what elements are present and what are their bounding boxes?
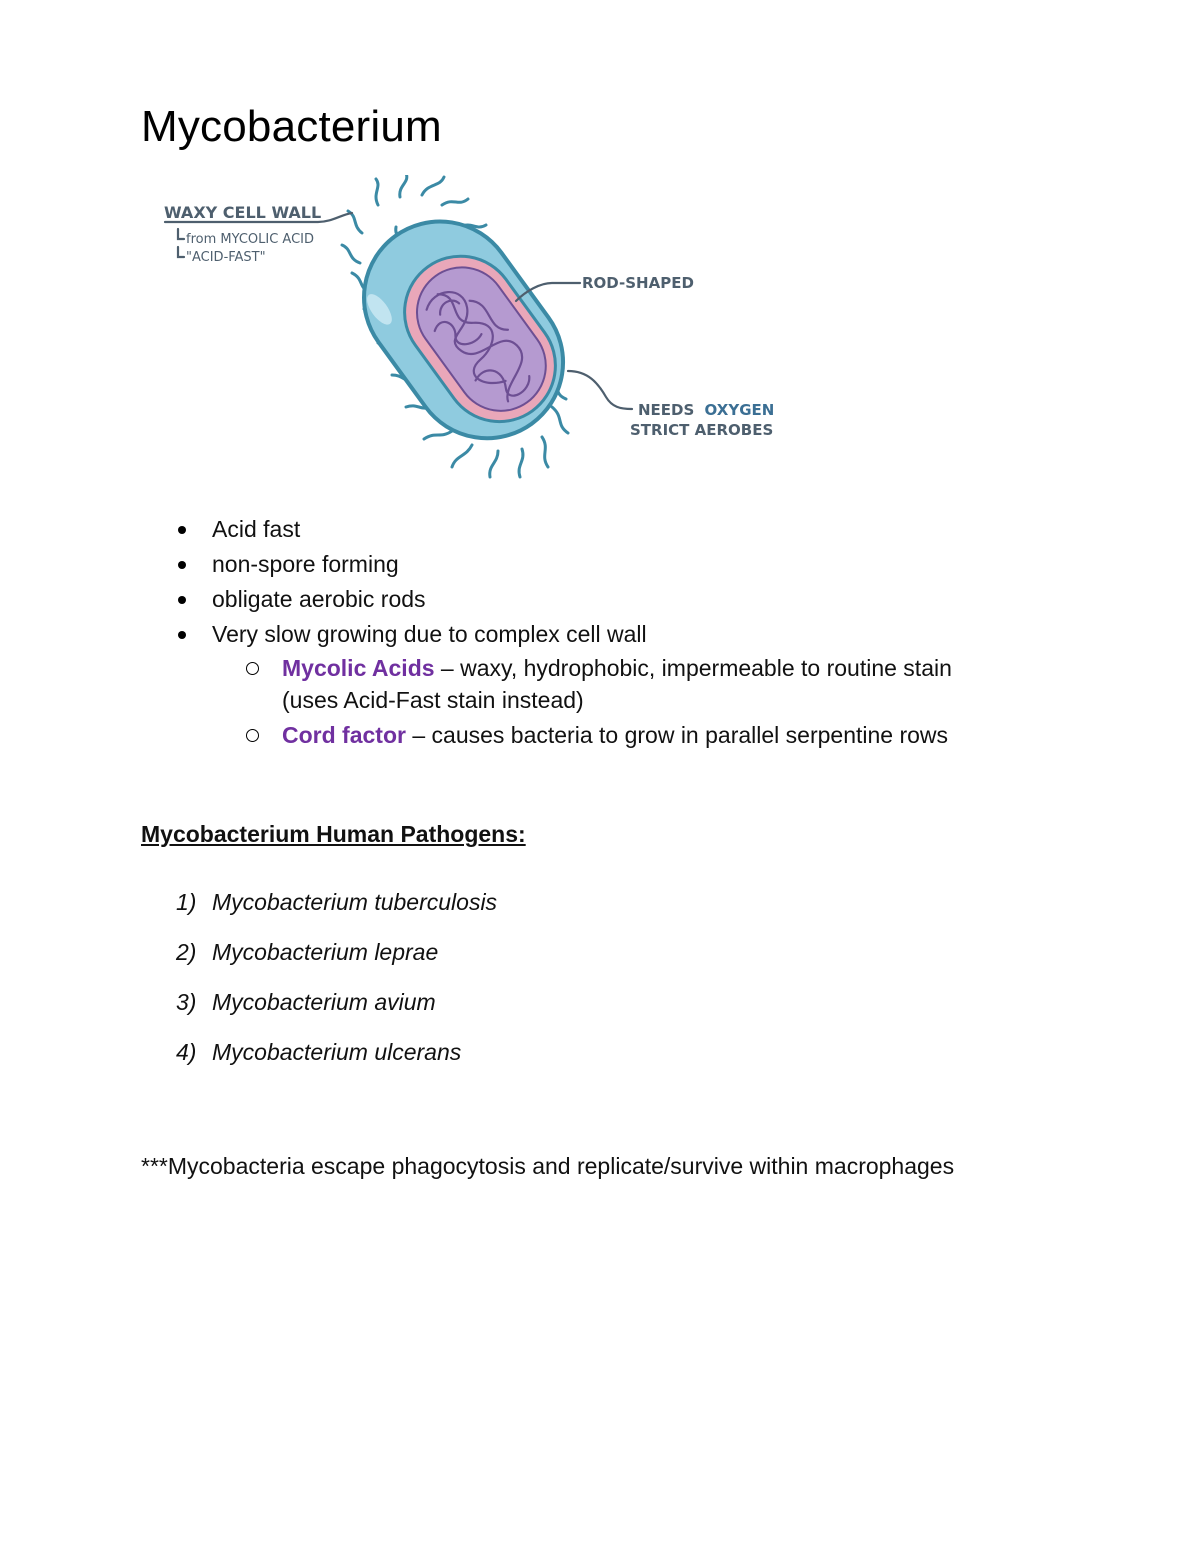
bullet-icon <box>178 596 186 604</box>
cell-wall-sublist <box>212 652 1078 751</box>
list-item: Very slow growing due to complex cell wall Mycolic Acids – waxy, hydrophobic, impermeable to routine stain (uses Acid-Fast stain instead) Cord factor – causes bacteria to grow in parallel serpentine rows <box>178 617 1078 751</box>
svg-text:NEEDS OXYGEN <box>638 401 774 419</box>
sublist-item-mycolic-acids <box>212 652 1078 716</box>
label-needs: NEEDS <box>638 401 695 419</box>
circle-bullet-icon <box>246 729 259 742</box>
circle-bullet-icon <box>246 662 259 675</box>
label-acid-fast: "ACID-FAST" <box>186 250 266 265</box>
bullet-icon <box>178 631 186 639</box>
pathogens-heading: Mycobacterium Human Pathogens: <box>141 821 526 847</box>
list-item: 2) Mycobacterium leprae <box>176 939 439 965</box>
label-from-mycolic-acid: from MYCOLIC ACID <box>186 232 315 247</box>
list-item: obligate aerobic rods <box>178 582 1078 617</box>
list-item: non-spore forming <box>178 547 1078 582</box>
mycobacterium-illustration <box>160 175 800 480</box>
list-item: 1) Mycobacterium tuberculosis <box>176 889 498 915</box>
bullet-icon <box>178 561 186 569</box>
term-mycolic-acids: Mycolic Acids <box>282 655 435 681</box>
bullet-icon <box>178 526 186 534</box>
list-item: 3) Mycobacterium avium <box>176 989 436 1015</box>
page-title: Mycobacterium <box>141 102 442 151</box>
label-strict-aerobes: STRICT AEROBES <box>630 421 774 439</box>
list-item: Acid fast <box>178 512 1078 547</box>
label-oxygen: OXYGEN <box>704 401 775 419</box>
label-waxy-cell-wall: WAXY CELL WALL <box>164 203 322 222</box>
term-cord-factor: Cord factor <box>282 722 406 748</box>
list-item: 4) Mycobacterium ulcerans <box>176 1039 462 1065</box>
feature-list <box>178 512 1078 751</box>
cord-factor-description: – causes bacteria to grow in parallel serpentine rows <box>405 722 949 748</box>
label-rod-shaped: ROD-SHAPED <box>582 274 694 292</box>
mycolic-acids-description: – waxy, hydrophobic, impermeable to routine stain <box>434 655 952 681</box>
macrophage-note: ***Mycobacteria escape phagocytosis and replicate/survive within macrophages <box>141 1153 955 1179</box>
mycolic-acids-description-cont: (uses Acid-Fast stain instead) <box>282 687 584 713</box>
sublist-item-cord-factor <box>212 719 1078 751</box>
pathogen-list <box>176 884 497 1084</box>
